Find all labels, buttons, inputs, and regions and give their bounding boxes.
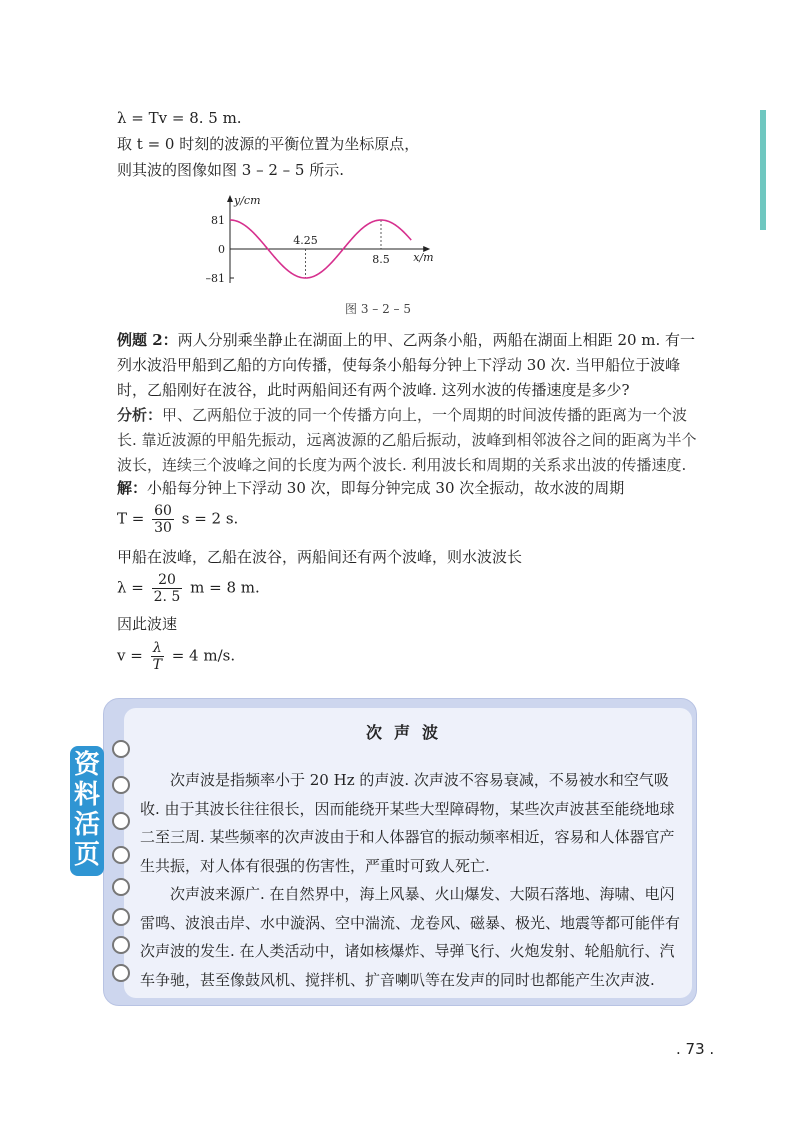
y-tick-label: 81: [211, 214, 225, 227]
info-box-tab: 资料活页: [70, 746, 104, 876]
period-equation: T = $\frac{60}{30}$ s = 2 s.: [117, 503, 239, 536]
page-number: . 73 .: [676, 1040, 715, 1058]
origin-line: 取 t = 0 时刻的波源的平衡位置为坐标原点，: [117, 135, 420, 153]
solution-line-3: 因此波速: [117, 615, 178, 633]
analysis-text: 甲、乙两船位于波的同一个传播方向上，一个周期的时间波传播的距离为一个波长. 靠近波源的甲船先振动，远离波源的乙船后振动，波峰到相邻波谷之间的距离为半个波长，连续三个波峰之间的长度为两个波长. 利用波长和周期的关系求出波的传播速度.: [117, 406, 697, 474]
analysis-paragraph: [117, 403, 697, 478]
binder-ring: [112, 776, 130, 794]
speed-equation: v = $\frac{\lambda}{T}$ = 4 m/s.: [117, 640, 236, 673]
solution-label: 解：: [117, 479, 148, 497]
solution-line-1: 解：小船每分钟上下浮动 30 次，即每分钟完成 30 次全振动，故水波的周期: [117, 479, 625, 497]
example-text: 两人分别乘坐静止在湖面上的甲、乙两条小船，两船在湖面上相距 20 m. 有一列水波沿甲船到乙船的方向传播，使每条小船每分钟上下浮动 30 次. 当甲船位于波峰时，乙船刚好在波谷，此时两船间还有两个波峰. 这列水波的传播速度是多少?: [117, 331, 696, 399]
x-axis-label: x/m: [413, 251, 434, 264]
binder-ring: [112, 846, 130, 864]
binder-ring: [112, 936, 130, 954]
figure-caption: 图 3 – 2 – 5: [345, 302, 411, 316]
info-box-title: 次声波: [365, 723, 450, 742]
y-tick-label: 0: [218, 243, 225, 256]
binder-ring: [112, 908, 130, 926]
y-axis-label: y/cm: [234, 194, 261, 207]
wavelength-equation: λ = $\frac{20}{2. 5}$ m = 8 m.: [117, 572, 260, 605]
x-tick-label: 4.25: [293, 234, 318, 247]
y-tick-label: –81: [205, 272, 225, 285]
binder-ring: [112, 964, 130, 982]
binder-ring: [112, 878, 130, 896]
example-paragraph: [117, 328, 697, 403]
wavelength-line: λ = Tv = 8. 5 m.: [117, 109, 242, 127]
example-label: 例题 2：: [117, 331, 178, 349]
wave-graph: [195, 192, 555, 317]
info-paragraph-2: 次声波来源广. 在自然界中，海上风暴、火山爆发、大陨石落地、海啸、电闪雷鸣、波浪击岸、水中漩涡、空中湍流、龙卷风、磁暴、极光、地震等都可能伴有次声波的发生. 在人类活动中，诸如核爆炸、导弹飞行、火炮发射、轮船航行、汽车争驰，甚至像鼓风机、搅拌机、扩音喇叭等在发声的同时也都能产生次声波.: [140, 885, 681, 989]
analysis-label: 分析：: [117, 406, 163, 424]
info-paragraph-1: 次声波是指频率小于 20 Hz 的声波. 次声波不容易衰减，不易被水和空气吸收. 由于其波长往往很长，因而能绕开某些大型障碍物，某些次声波甚至能绕地球二至三周. 某些频率的次声波由于和人体器官的振动频率相近，容易和人体器官产生共振，对人体有很强的伤害性，严重时可致人死亡.: [140, 771, 675, 875]
solution-line-2: 甲船在波峰，乙船在波谷，两船间还有两个波峰，则水波波长: [117, 548, 523, 566]
x-tick-label: 8.5: [372, 253, 390, 266]
y-axis-arrow: [227, 195, 233, 202]
side-tab-strip: [760, 110, 766, 230]
binder-ring: [112, 812, 130, 830]
graph-ref-line: 则其波的图像如图 3 – 2 – 5 所示.: [117, 161, 345, 179]
